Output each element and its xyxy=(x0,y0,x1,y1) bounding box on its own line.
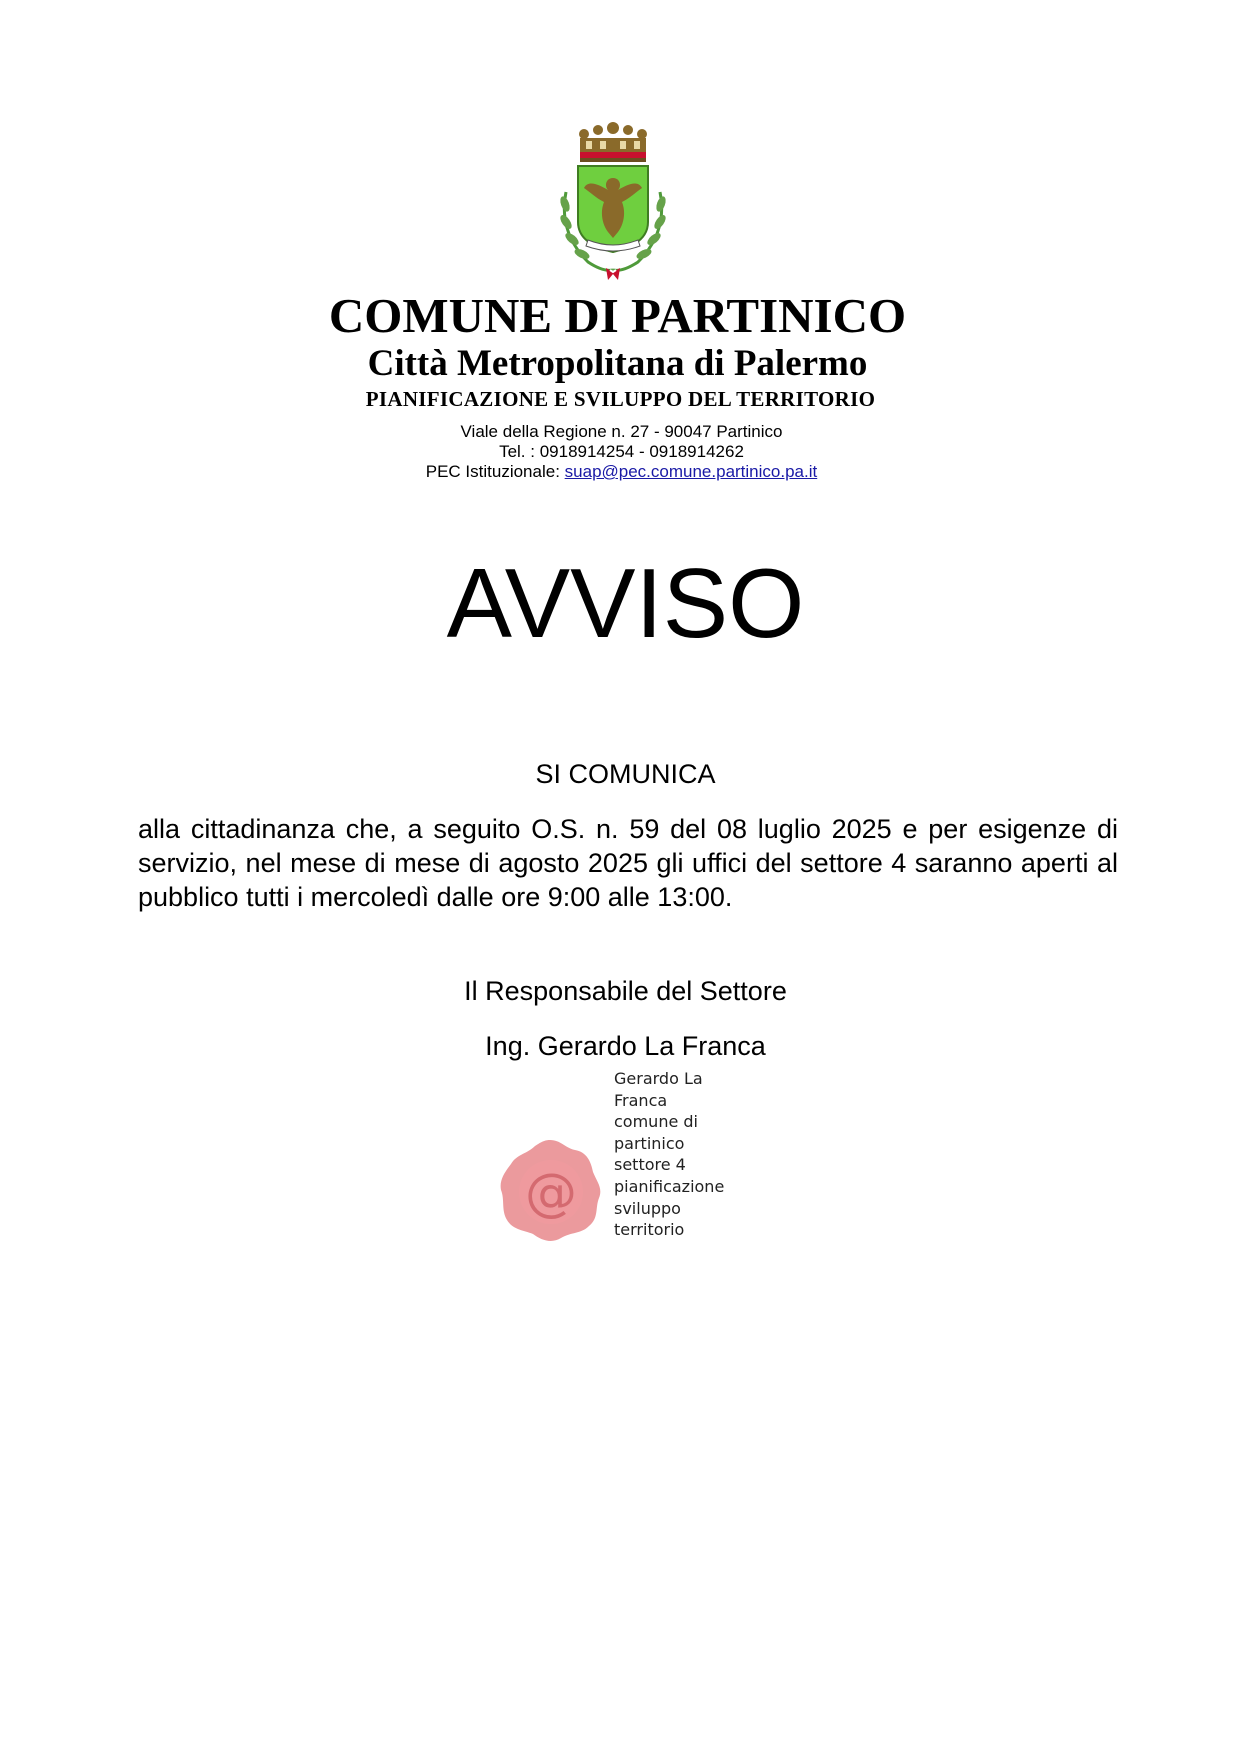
municipal-crest-icon xyxy=(548,122,678,284)
notice-body: alla cittadinanza che, a seguito O.S. n. 59 del 08 luglio 2025 e per esigenze di servizio, nel mese di mese di agosto 2025 gli uffici del settore 4 saranno aperti al pubblico tutti i mercoledì dalle ore 9:00 alle 13:00. xyxy=(138,814,1118,912)
phone-line: Tel. : 0918914254 - 0918914262 xyxy=(499,442,744,461)
signature-line: partinico xyxy=(614,1133,685,1153)
signature-line: sviluppo xyxy=(614,1198,681,1218)
notice-intro: SI COMUNICA xyxy=(535,759,716,789)
signatory-name: Ing. Gerardo La Franca xyxy=(485,1031,766,1061)
notice-heading: AVVISO xyxy=(446,548,805,658)
digital-signature-seal-icon xyxy=(495,1136,605,1246)
pec-email-link[interactable]: suap@pec.comune.partinico.pa.it xyxy=(564,462,818,481)
signature-line: comune di xyxy=(614,1112,698,1132)
signature-line: Gerardo La xyxy=(614,1069,703,1088)
municipality-title: COMUNE DI PARTINICO xyxy=(328,288,907,343)
pec-label: PEC Istituzionale: xyxy=(425,462,565,481)
pec-line xyxy=(1,462,1241,482)
signatory-role: Il Responsabile del Settore xyxy=(464,976,787,1006)
department-name: PIANIFICAZIONE E SVILUPPO DEL TERRITORIO xyxy=(365,387,876,411)
signature-line: settore 4 xyxy=(614,1155,686,1175)
signature-line: pianificazione xyxy=(614,1176,725,1196)
signature-line: Franca xyxy=(614,1090,668,1110)
svg-text:@: @ xyxy=(525,1163,577,1223)
digital-signature-text xyxy=(614,1068,754,1241)
metropolitan-city-subtitle: Città Metropolitana di Palermo xyxy=(367,343,868,384)
signature-line: territorio xyxy=(614,1220,685,1240)
address-line: Viale della Regione n. 27 - 90047 Partinico xyxy=(460,422,783,441)
